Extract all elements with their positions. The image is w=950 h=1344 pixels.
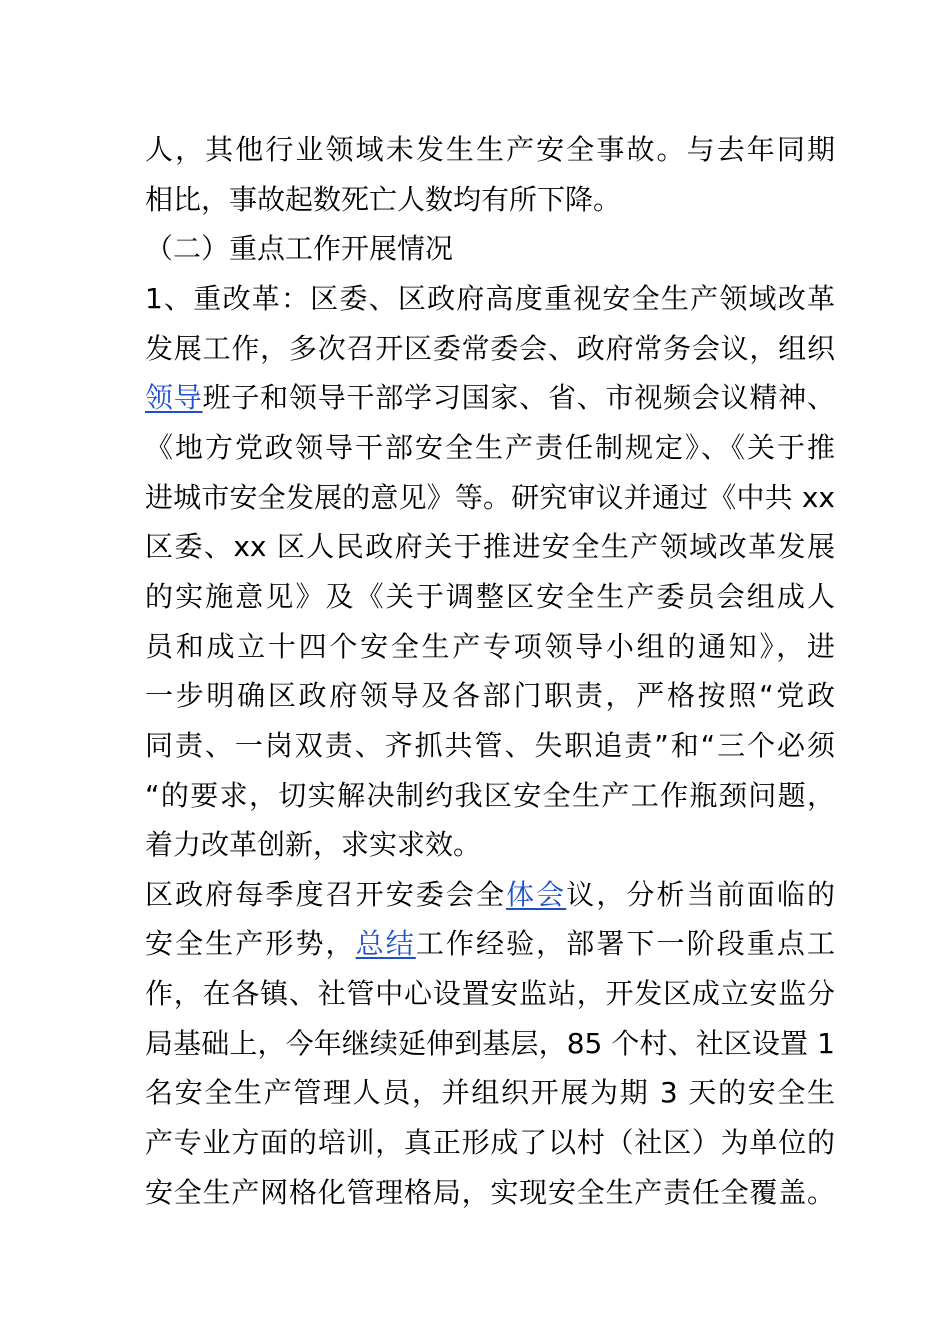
text-line: 着力改革创新，求实求效。 — [145, 828, 482, 861]
text-line: 局基础上，今年继续延伸到基层，85 个村、社区设置 1 — [145, 1027, 835, 1060]
text-segment: 工作经验，部署下一阶段重点工 — [415, 927, 835, 960]
text-line: 一步明确区政府领导及各部门职责，严格按照“党政 — [145, 679, 835, 712]
text-line — [145, 870, 835, 920]
text-line: 1、重改革：区委、区政府高度重视安全生产领域改革 — [145, 282, 835, 315]
text-line: （二）重点工作开展情况 — [145, 232, 454, 265]
text-line — [145, 373, 835, 423]
text-line: “的要求，切实解决制约我区安全生产工作瓶颈问题， — [145, 779, 835, 812]
text-segment: 安全生产形势， — [145, 927, 356, 960]
hyperlink[interactable]: 体会 — [506, 878, 567, 911]
text-line: 的实施意见》及《关于调整区安全生产委员会组成人 — [145, 580, 835, 613]
text-line: 产专业方面的培训，真正形成了以村（社区）为单位的 — [145, 1126, 835, 1159]
text-line: 安全生产网格化管理格局，实现安全生产责任全覆盖。 — [145, 1176, 835, 1209]
text-line: 区委、xx 区人民政府关于推进安全生产领域改革发展 — [145, 530, 835, 563]
text-line: 作，在各镇、社管中心设置安监站，开发区成立安监分 — [145, 977, 835, 1010]
text-line: 进城市安全发展的意见》等。研究审议并通过《中共 xx — [145, 481, 835, 514]
text-segment: 班子和领导干部学习国家、省、市视频会议精神、 — [202, 381, 835, 414]
text-line: 人，其他行业领域未发生生产安全事故。与去年同期 — [145, 133, 835, 166]
text-segment: 区政府每季度召开安委会全 — [145, 878, 507, 911]
text-line: 同责、一岗双责、齐抓共管、失职追责”和“三个必须 — [145, 729, 835, 762]
text-line — [145, 919, 835, 969]
text-line: 发展工作，多次召开区委常委会、政府常务会议，组织 — [145, 332, 835, 365]
hyperlink[interactable]: 领导 — [145, 381, 203, 414]
text-line: 员和成立十四个安全生产专项领导小组的通知》，进 — [145, 630, 835, 663]
hyperlink[interactable]: 总结 — [355, 927, 416, 960]
text-line: 相比，事故起数死亡人数均有所下降。 — [145, 183, 622, 216]
text-segment: 议，分析当前面临的 — [566, 878, 835, 911]
text-line: 名安全生产管理人员，并组织开展为期 3 天的安全生 — [145, 1076, 835, 1109]
text-line: 《地方党政领导干部安全生产责任制规定》、《关于推 — [145, 431, 835, 464]
